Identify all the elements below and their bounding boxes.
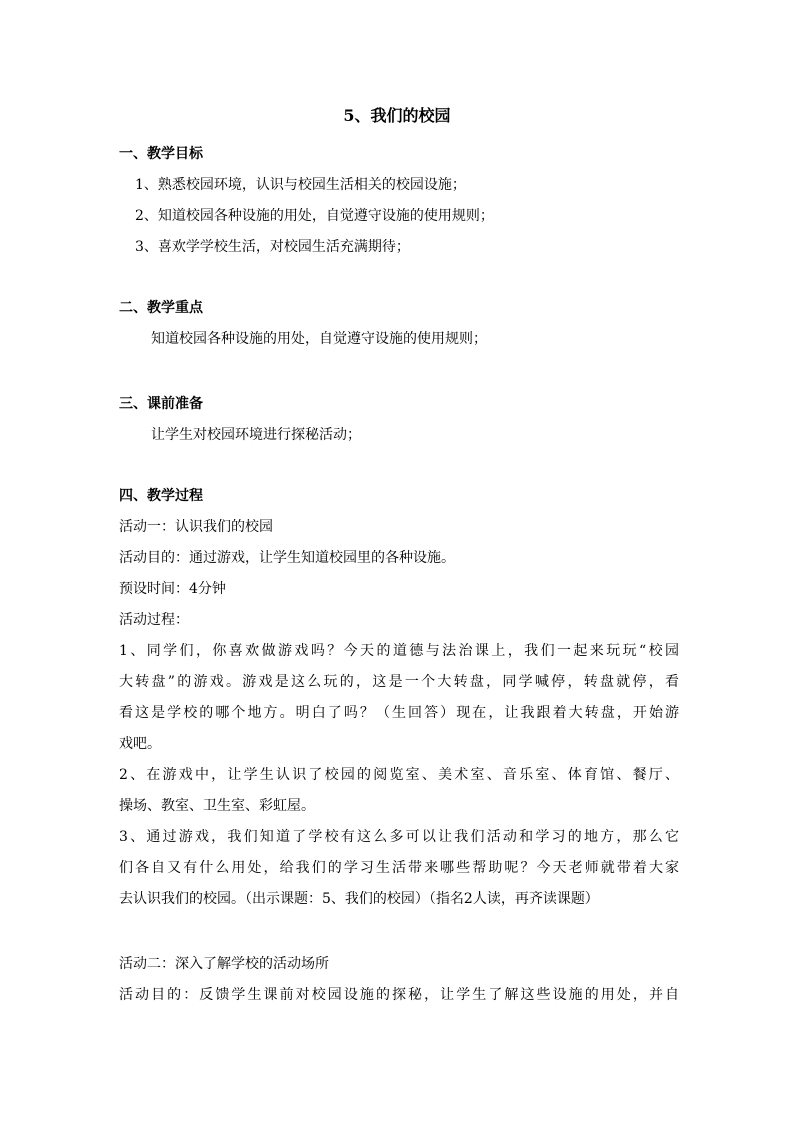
goal-item: 3、喜欢学学校生活，对校园生活充满期待；: [135, 239, 410, 255]
document-title: 5、我们的校园: [343, 106, 451, 125]
activity-1-name: 活动一：认识我们的校园: [119, 519, 273, 535]
section-heading-focus: 二、教学重点: [119, 300, 203, 316]
activity-2-goal: 活动目的：反馈学生课前对校园设施的探秘，让学生了解这些设施的用处，并自: [119, 987, 679, 1003]
section-heading-preparation: 三、课前准备: [119, 396, 203, 412]
activity-2-name: 活动二：深入了解学校的活动场所: [119, 956, 329, 972]
activity-1-process-label: 活动过程：: [119, 612, 189, 628]
section-heading-process: 四、教学过程: [119, 488, 203, 504]
paragraph-line: 3、通过游戏，我们知道了学校有这么多可以让我们活动和学习的地方，那么它: [119, 829, 679, 845]
paragraph-line: 2、在游戏中，让学生认识了校园的阅览室、美术室、音乐室、体育馆、餐厅、: [119, 767, 679, 783]
paragraph-line: 操场、教室、卫生室、彩虹屋。: [119, 798, 315, 814]
paragraph-line: 去认识我们的校园。（出示课题：5、我们的校园）（指名2人读，再齐读课题）: [119, 891, 599, 907]
preparation-text: 让学生对校园环境进行探秘活动；: [151, 427, 361, 443]
paragraph-line: 1、同学们，你喜欢做游戏吗？今天的道德与法治课上，我们一起来玩玩“校园: [119, 643, 679, 659]
paragraph-line: 们各自又有什么用处，给我们的学习生活带来哪些帮助呢？今天老师就带着大家: [119, 860, 679, 876]
activity-1-goal: 活动目的：通过游戏，让学生知道校园里的各种设施。: [119, 550, 455, 566]
goal-item: 1、熟悉校园环境，认识与校园生活相关的校园设施；: [135, 177, 466, 193]
activity-1-time: 预设时间：4分钟: [119, 581, 226, 597]
section-heading-goals: 一、教学目标: [119, 146, 203, 162]
paragraph-line: 戏吧。: [119, 736, 161, 752]
goal-item: 2、知道校园各种设施的用处，自觉遵守设施的使用规则；: [135, 208, 494, 224]
paragraph-line: 看这是学校的哪个地方。明白了吗？（生回答）现在，让我跟着大转盘，开始游: [119, 705, 679, 721]
focus-text: 知道校园各种设施的用处，自觉遵守设施的使用规则；: [151, 331, 487, 347]
paragraph-line: 大转盘”的游戏。游戏是这么玩的，这是一个大转盘，同学喊停，转盘就停，看: [119, 674, 679, 690]
